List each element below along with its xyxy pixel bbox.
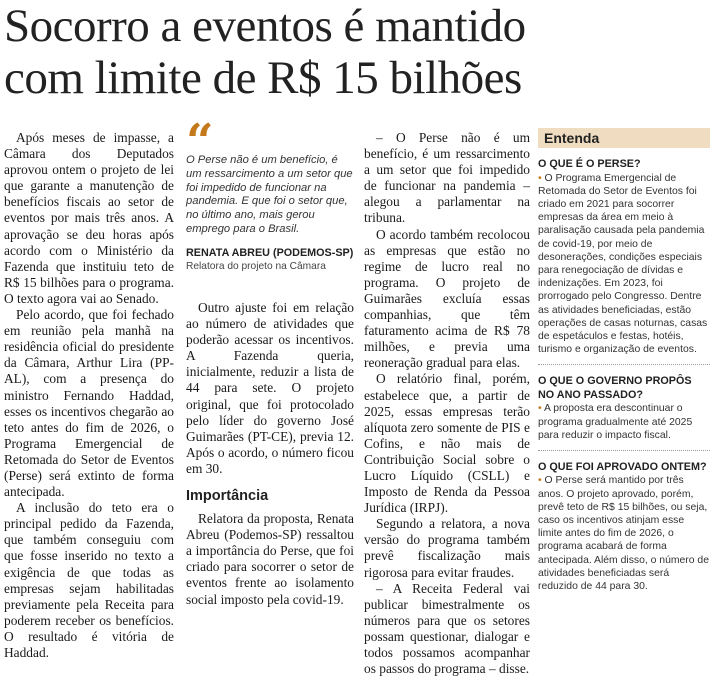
subhead: Importância (186, 488, 269, 505)
headline (4, 0, 709, 104)
paragraph: Relatora da proposta, Renata Abreu (Podemos-SP) ressaltou a importância do Perse, que foi criado para socorrer o setor de eventos frente ao isolamento social imposto pela covid-19. (186, 511, 354, 607)
headline-line-1: Socorro a eventos é mantido (4, 0, 526, 52)
sidebar-item (538, 461, 710, 601)
article-column-3 (364, 130, 530, 677)
article-column-2 (186, 300, 354, 608)
sidebar-question: O QUE O GOVERNO PROPÔS NO ANO PASSADO? (538, 375, 692, 401)
paragraph: Segundo a relatora, a nova versão do programa também prevê fiscalização mais rigorosa para evitar fraudes. (364, 516, 530, 580)
bullet-icon: • (538, 475, 545, 487)
paragraph: O relatório final, porém, estabelece que, a partir de 2025, essas empresas terão alíquota zero somente de PIS e Cofins, e não mais de Contribuição Social sobre o Lucro Líquido (CSLL) e Imposto de Renda da Pessoa Jurídica (IRPJ). (364, 371, 530, 516)
explainer-sidebar (538, 128, 710, 593)
sidebar-item (538, 375, 710, 451)
headline-line-2: com limite de R$ 15 bilhões (4, 52, 522, 104)
sidebar-question: O QUE É O PERSE? (538, 158, 641, 170)
quote-author: RENATA ABREU (PODEMOS-SP) (186, 246, 354, 259)
bullet-icon: • (538, 403, 544, 415)
sidebar-item (538, 158, 710, 365)
paragraph: – A Receita Federal vai publicar bimestralmente os números para que os setores possam questionar, dialogar e todos possamos acompanhar os passos do programa – disse. (364, 580, 530, 677)
quote-text: O Perse não é um benefício, é um ressarcimento a um setor que foi impedido de funcionar na pandemia. E que foi o setor que, no último ano, mais gerou emprego para o Brasil. (186, 154, 353, 235)
paragraph: Após meses de impasse, a Câmara dos Deputados aprovou ontem o projeto de lei que garante a manutenção de benefícios fiscais ao setor de eventos por mais três anos. A aprovação se deu horas após acordo com o Ministério da Fazenda que instituiu teto de R$ 15 bilhões para o programa. O texto agora vai ao Senado. (4, 130, 174, 306)
quote-mark-icon: “ (186, 114, 214, 170)
bullet-icon: • (538, 172, 545, 184)
paragraph: Pelo acordo, que foi fechado em reunião pela manhã na residência oficial do presidente da Câmara, Arthur Lira (PP-AL), com a presença do ministro Fernando Haddad, esses os incentivos chegarão ao teto antes do fim de 2026, o Programa Emergencial de Retomada do Setor de Eventos (Perse) será extinto de forma antecipada. (4, 307, 174, 500)
sidebar-answer: • O Programa Emergencial de Retomada do Setor de Eventos foi criado em 2021 para socorrer empresas da área em meio à paralisação causada pela pandemia de covid-19, por meio de desonerações, condições especiais para renegociação de dívidas e indenizações. Em 2023, foi prorrogado pelo Congresso. Dentre as atividades beneficiadas, estão operações de casas noturnas, casas de espetáculos e festas, hotéis, turismo e organização de eventos. (538, 172, 710, 366)
paragraph: O acordo também recolocou as empresas que estão no regime de lucro real no programa. O projeto de Guimarães excluía essas companhias, que têm faturamento acima de R$ 78 milhões, e previa uma reoneração gradual para elas. (364, 226, 530, 371)
sidebar-question: O QUE FOI APROVADO ONTEM? (538, 460, 707, 473)
pull-quote (186, 114, 354, 276)
quote-role: Relatora do projeto na Câmara (186, 260, 326, 272)
sidebar-answer: • A proposta era descontinuar o programa gradualmente até 2025 para reduzir o impacto fiscal. (538, 402, 710, 451)
paragraph: Outro ajuste foi em relação ao número de atividades que poderão acessar os incentivos. A Fazenda queria, inicialmente, reduzir a lista de 44 para sete. O projeto original, que foi protocolado pelo líder do governo José Guimarães (PT-CE), previa 12. Após o acordo, o número ficou em 30. (186, 300, 354, 476)
article-column-1 (4, 130, 174, 661)
paragraph: – O Perse não é um benefício, é um ressarcimento a um setor que foi impedido de funcionar na pandemia – alegou a parlamentar na tribuna. (364, 130, 530, 226)
sidebar-title: Entenda (538, 128, 710, 148)
sidebar-answer: • O Perse será mantido por três anos. O projeto aprovado, porém, prevê teto de R$ 15 bilhões, ou seja, caso os incentivos atinjam esse limite antes do fim de 2026, o programa acabará de forma antecipada. Além disso, o número de atividades beneficiadas será reduzido de 44 para 30. (538, 475, 709, 593)
paragraph: A inclusão do teto era o principal pedido da Fazenda, que também conseguiu com que fosse inserido no texto a exigência de que todas as empresas sejam habilitadas previamente pela Receita para poderem receber os benefícios. O resultado é vitória de Haddad. (4, 500, 174, 660)
